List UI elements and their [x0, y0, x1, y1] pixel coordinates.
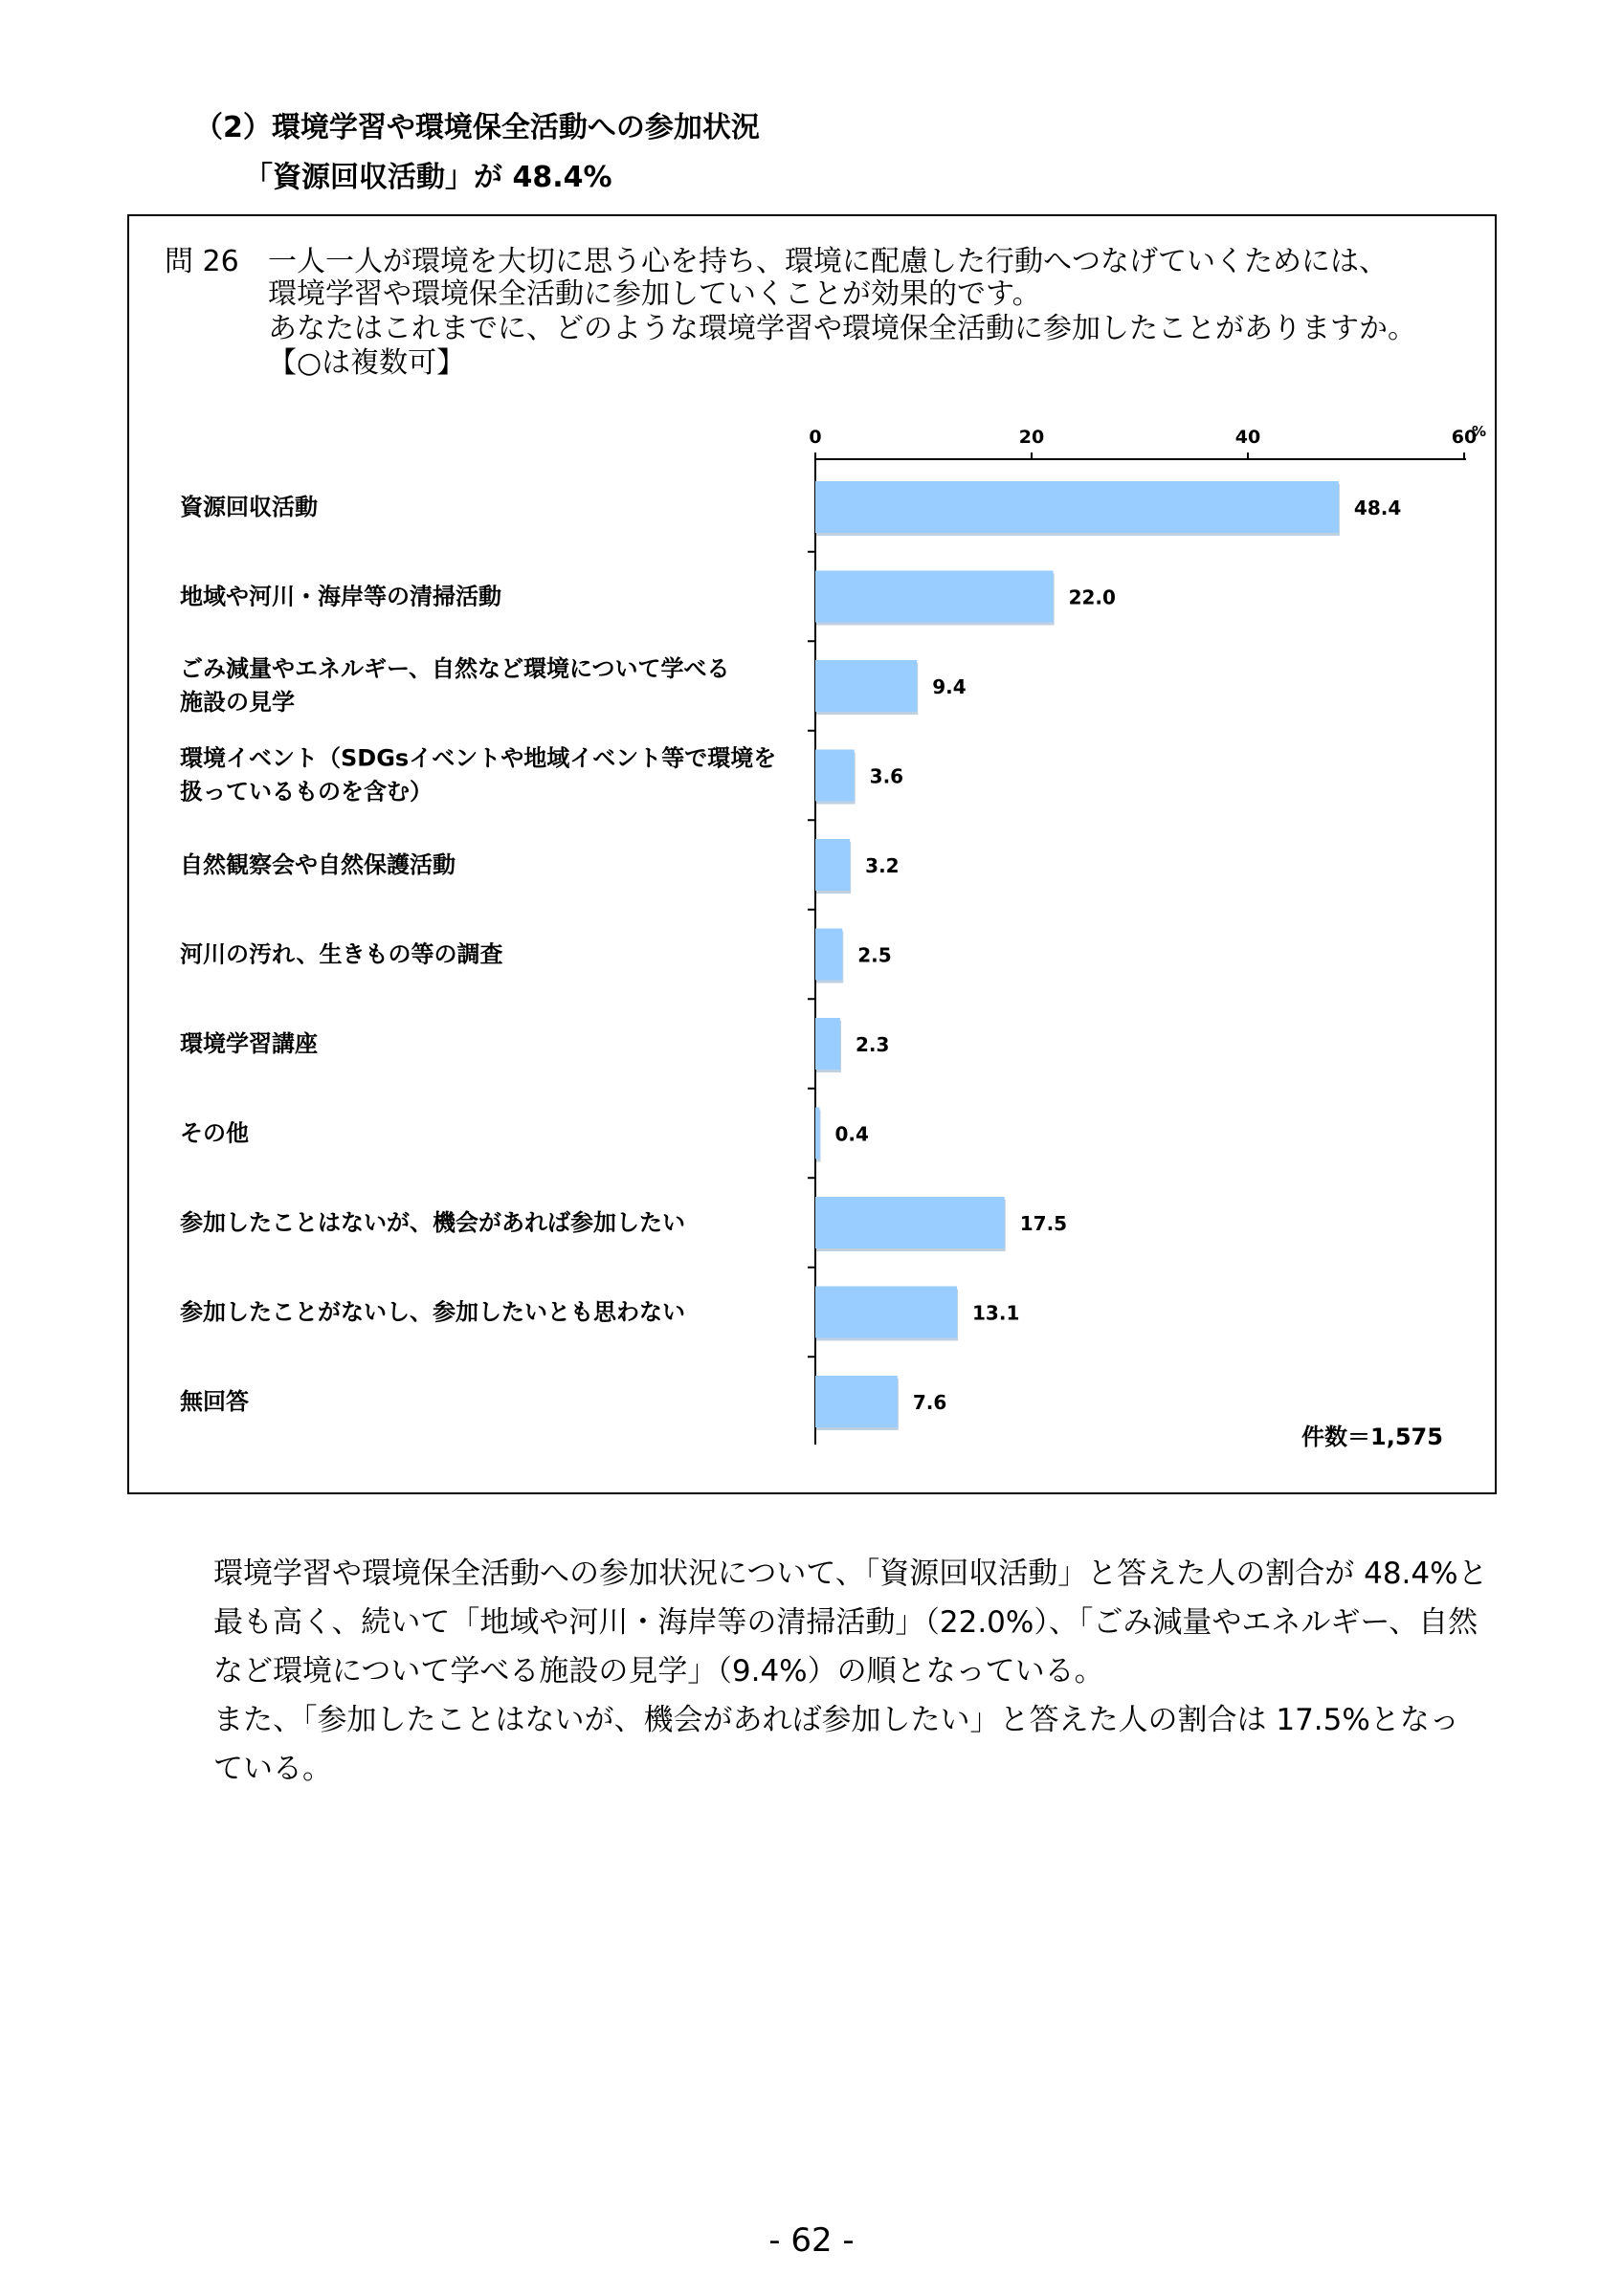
category-label: ごみ減量やエネルギー、自然など環境について学べる: [180, 655, 730, 682]
x-tick-label: 60: [1451, 427, 1478, 448]
question-line-2: 環境学習や環境保全活動に参加していくことが効果的です。: [268, 277, 1041, 311]
bar: [815, 1018, 840, 1070]
bar-value-label: 17.5: [1019, 1212, 1068, 1235]
bar: [815, 660, 917, 712]
bar: [815, 1108, 820, 1159]
category-label: 扱っているものを含む）: [180, 778, 433, 806]
category-label: 地域や河川・海岸等の清掃活動: [180, 583, 501, 610]
bar-value-label: 2.5: [857, 943, 892, 967]
x-tick-label: 20: [1018, 427, 1045, 448]
bar-value-label: 9.4: [932, 675, 967, 698]
x-axis-unit: %: [1472, 423, 1487, 440]
question-line-3: あなたはこれまでに、どのような環境学習や環境保全活動に参加したことがありますか。: [268, 312, 1416, 345]
summary-paragraph-2: また、「参加したことはないが、機会があれば参加したい」と答えた人の割合は 17.5%となっている。: [213, 1703, 1459, 1786]
sample-size: 件数＝1,575: [1301, 1424, 1443, 1450]
bar: [815, 571, 1054, 623]
category-label: 無回答: [180, 1388, 249, 1415]
category-label: 環境学習講座: [180, 1030, 318, 1057]
question-number: 問 26: [165, 245, 239, 278]
section-title: （2）環境学習や環境保全活動への参加状況: [194, 111, 760, 144]
section-subtitle: 「資源回収活動」が 48.4%: [244, 161, 612, 194]
bar: [815, 1197, 1005, 1248]
category-label: その他: [180, 1119, 249, 1147]
bar-value-label: 7.6: [912, 1391, 947, 1414]
bar: [815, 481, 1339, 533]
bar: [815, 839, 850, 891]
category-label: 施設の見学: [180, 689, 295, 716]
x-tick-label: 0: [809, 427, 822, 448]
category-label: 河川の汚れ、生きもの等の調査: [180, 940, 503, 968]
bar: [815, 750, 855, 802]
bar-value-label: 3.6: [869, 764, 904, 788]
bar: [815, 929, 842, 981]
category-label: 参加したことはないが、機会があれば参加したい: [180, 1209, 685, 1236]
bar-chart: [144, 407, 1487, 1459]
category-label: 自然観察会や自然保護活動: [180, 851, 456, 878]
page-number: - 62 -: [768, 2221, 855, 2260]
bar-value-label: 2.3: [855, 1033, 890, 1056]
bar-value-label: 48.4: [1353, 497, 1402, 519]
bar: [815, 1287, 957, 1338]
bar-value-label: 3.2: [865, 854, 900, 877]
bar-value-label: 13.1: [972, 1301, 1020, 1325]
x-tick-label: 40: [1234, 427, 1261, 448]
category-label: 環境イベント（SDGsイベントや地域イベント等で環境を: [180, 744, 777, 772]
category-label: 資源回収活動: [180, 494, 318, 520]
question-line-4: 【○は複数可】: [268, 346, 466, 380]
bar: [815, 1376, 898, 1427]
question-line-1: 一人一人が環境を大切に思う心を持ち、環境に配慮した行動へつなげていくためには、: [268, 245, 1388, 278]
bar-value-label: 0.4: [834, 1122, 869, 1146]
bar-value-label: 22.0: [1068, 585, 1116, 609]
category-label: 参加したことがないし、参加したいとも思わない: [180, 1298, 685, 1326]
summary-text: [177, 1550, 1488, 1794]
summary-paragraph-1: 環境学習や環境保全活動への参加状況について、「資源回収活動」と答えた人の割合が 48.4%と最も高く、続いて「地域や河川・海岸等の清掃活動」（22.0%）、「ごみ減量やエネルギー、自然など環境について学べる施設の見学」（9.4%）の順となっている。: [213, 1556, 1488, 1689]
